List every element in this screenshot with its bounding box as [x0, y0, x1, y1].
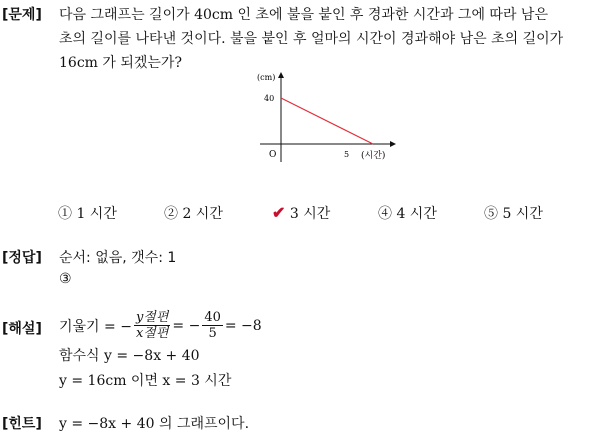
answer-tag: [정답] — [2, 250, 42, 266]
explanation-line-3: y = 16cm 이면 x = 3 시간 — [59, 373, 232, 389]
y-tick-label: 40 — [264, 94, 275, 103]
fraction-numerator: y절편 — [135, 310, 169, 325]
choice-5[interactable] — [484, 203, 543, 223]
choice-number: ② — [164, 206, 178, 222]
choice-number: ⑤ — [484, 206, 498, 222]
x-unit-label: (시간) — [361, 151, 386, 161]
slope-fraction-1 — [134, 310, 170, 341]
slope-suffix: = −8 — [224, 317, 262, 334]
answer-line-1: 순서: 없음, 갯수: 1 — [59, 250, 177, 266]
question-line-2: 초의 길이를 나타낸 것이다. 불을 붙인 후 얼마의 시간이 경과해야 남은 초의 길이가 — [59, 31, 564, 47]
explanation-line-2: 함수식 y = −8x + 40 — [59, 348, 200, 364]
choice-label: 4 시간 — [396, 206, 437, 222]
answer-line-2: ③ — [59, 271, 72, 287]
choice-label: 2 시간 — [182, 206, 223, 222]
question-tag: [문제] — [2, 7, 42, 23]
choice-2[interactable] — [164, 203, 223, 223]
candle-length-graph — [255, 70, 400, 170]
fraction-numerator: 40 — [204, 310, 221, 325]
hint-line-1: y = −8x + 40 의 그래프이다. — [59, 416, 250, 432]
explanation-slope — [59, 310, 262, 341]
question-line-3: 16cm 가 되겠는가? — [59, 55, 182, 71]
explanation-tag: [해설] — [2, 321, 42, 337]
choice-number: ④ — [378, 206, 392, 222]
choice-label: 3 시간 — [289, 206, 331, 222]
choice-1[interactable] — [58, 203, 117, 223]
check-icon: ✔ — [272, 203, 286, 222]
y-unit-label: (cm) — [257, 73, 276, 82]
slope-fraction-2 — [202, 310, 223, 341]
choice-number: ① — [58, 206, 72, 222]
choice-3[interactable] — [272, 203, 330, 223]
fraction-denominator: x절편 — [135, 326, 169, 341]
fraction-denominator: 5 — [208, 326, 217, 341]
question-line-1: 다음 그래프는 길이가 40cm 인 초에 불을 붙인 후 경과한 시간과 그에 따라 남은 — [59, 7, 548, 23]
choice-label: 1 시간 — [76, 206, 117, 222]
data-line — [281, 98, 373, 144]
slope-prefix: 기울기 = − — [59, 318, 132, 335]
origin-label: O — [269, 150, 277, 160]
x-tick-label: 5 — [344, 150, 350, 159]
hint-tag: [힌트] — [2, 416, 42, 432]
choice-4[interactable] — [378, 203, 437, 223]
choice-label: 5 시간 — [502, 206, 543, 222]
slope-mid: = − — [172, 317, 201, 334]
